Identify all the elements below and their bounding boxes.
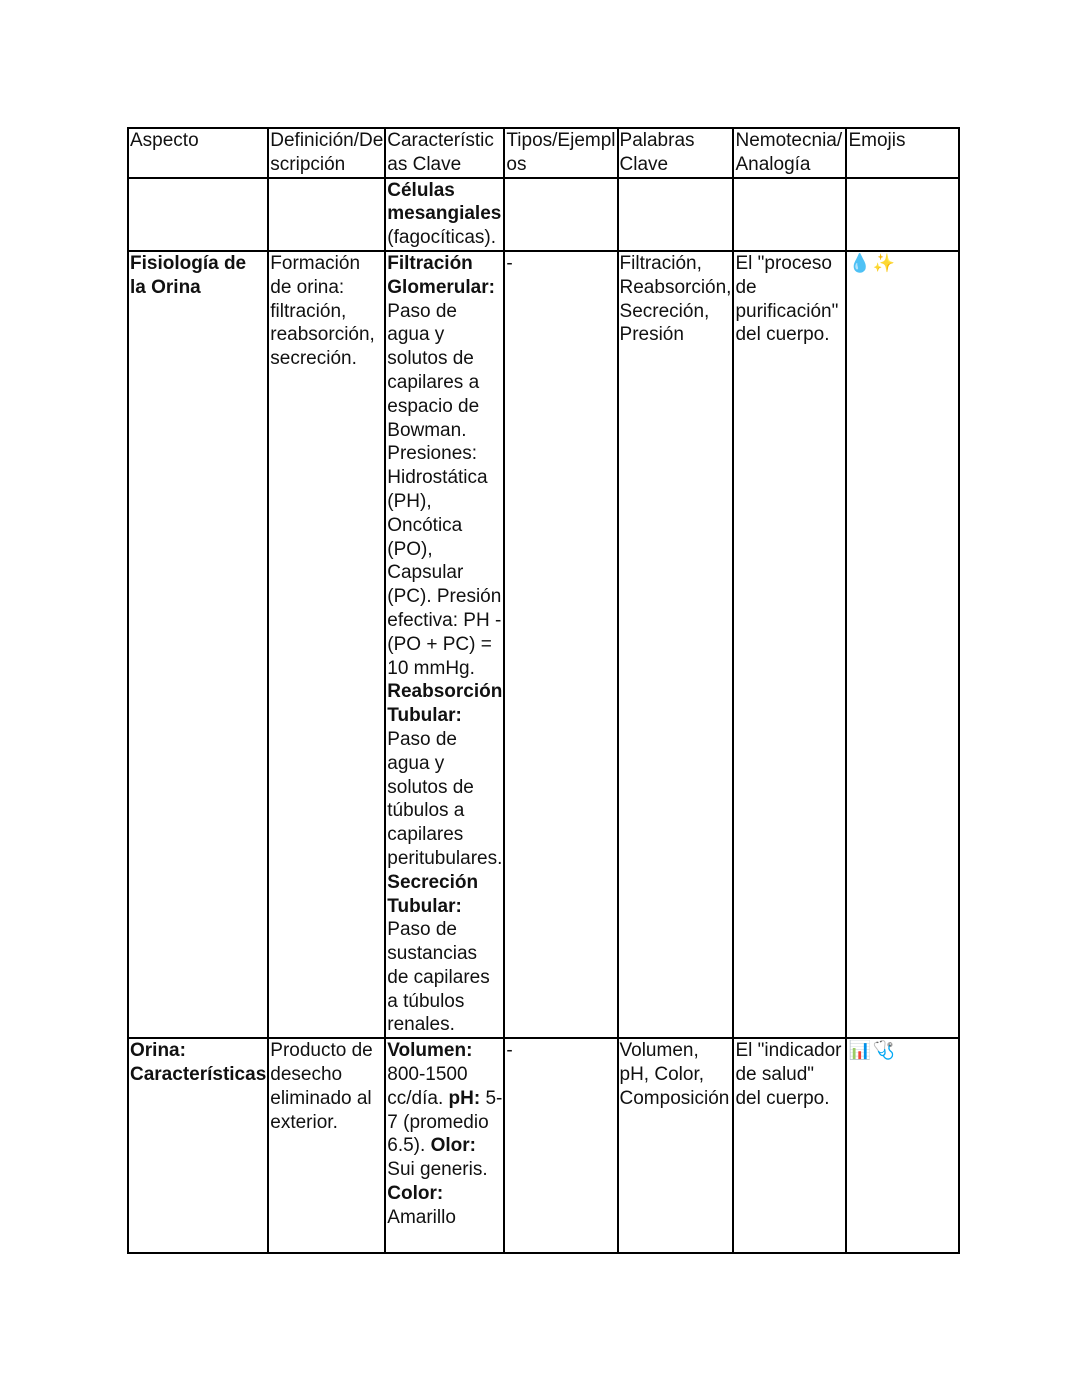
header-aspecto: Aspecto [128, 128, 268, 178]
cell-nemotecnia [733, 178, 846, 251]
cell-text: Paso de agua y solutos de capilares a espacio de Bowman. Presiones: Hidrostática (PH), Oncótica (PO), Capsular (PC). Presión efectiva: PH - (PO + PC) = 10 mmHg. [387, 300, 502, 679]
header-palabras-clave: Palabras Clave [618, 128, 734, 178]
bold-term: Células mesangiales [387, 179, 502, 225]
cell-caracteristicas [385, 178, 504, 251]
cell-nemotecnia: El "indicador de salud" del cuerpo. [733, 1038, 846, 1253]
cell-text: Paso de sustancias de capilares a túbulos renales. [387, 919, 490, 1036]
cell-palabras-clave: Volumen, pH, Color, Composición [618, 1038, 734, 1253]
cell-text: 5-7 (promedio 6.5). [387, 1087, 503, 1157]
bold-term: Volumen: [387, 1040, 473, 1062]
bold-term: Reabsorción Tubular: [387, 681, 503, 727]
cell-palabras-clave: Filtración, Reabsorción, Secreción, Presión [618, 251, 734, 1038]
header-emojis: Emojis [846, 128, 959, 178]
header-definicion: Definición/De scripción [268, 128, 385, 178]
table-row [128, 251, 959, 1038]
cell-text: (fagocíticas). [387, 227, 497, 249]
bold-term: Color: [387, 1183, 444, 1205]
cell-text: Amarillo [387, 1206, 456, 1228]
cell-palabras-clave [618, 178, 734, 251]
cell-text: Paso de agua y solutos de túbulos a capilares peritubulares. [387, 728, 503, 869]
header-tipos: Tipos/Ejempl os [504, 128, 617, 178]
cell-tipos: - [504, 1038, 617, 1253]
cell-aspecto [128, 251, 268, 1038]
cell-definicion: Producto de desecho eliminado al exterior. [268, 1038, 385, 1253]
summary-table [127, 127, 960, 1254]
cell-caracteristicas [385, 251, 504, 1038]
bold-term: Filtración Glomerular: [387, 252, 495, 298]
aspect-title: Orina: Características [130, 1040, 267, 1086]
table-header-row [128, 128, 959, 178]
bold-term: pH: [448, 1087, 481, 1109]
aspect-title: Fisiología de la Orina [130, 252, 247, 298]
cell-tipos [504, 178, 617, 251]
stethoscope-icon: 🩺 [872, 1040, 896, 1062]
cell-tipos: - [504, 251, 617, 1038]
table-row [128, 1038, 959, 1253]
header-caracteristicas: Característic as Clave [385, 128, 504, 178]
cell-emojis [846, 1038, 959, 1253]
bold-term: Olor: [430, 1135, 476, 1157]
cell-aspecto [128, 178, 268, 251]
bold-term: Secreción Tubular: [387, 871, 479, 917]
cell-text: 800-1500 cc/día. [387, 1064, 468, 1109]
water-drop-icon: 💧 [848, 252, 871, 274]
table-row [128, 178, 959, 251]
header-nemotecnia: Nemotecnia/ Analogía [733, 128, 846, 178]
cell-definicion: Formación de orina: filtración, reabsorción, secreción. [268, 251, 385, 1038]
cell-emojis [846, 178, 959, 251]
cell-emojis [846, 251, 959, 1038]
cell-text: Sui generis. [387, 1159, 488, 1181]
cell-definicion [268, 178, 385, 251]
cell-caracteristicas [385, 1038, 504, 1253]
cell-nemotecnia: El "proceso de purificación" del cuerpo. [733, 251, 846, 1038]
sparkles-icon: ✨ [872, 252, 896, 274]
bar-chart-icon: 📊 [848, 1040, 871, 1062]
cell-aspecto [128, 1038, 268, 1253]
